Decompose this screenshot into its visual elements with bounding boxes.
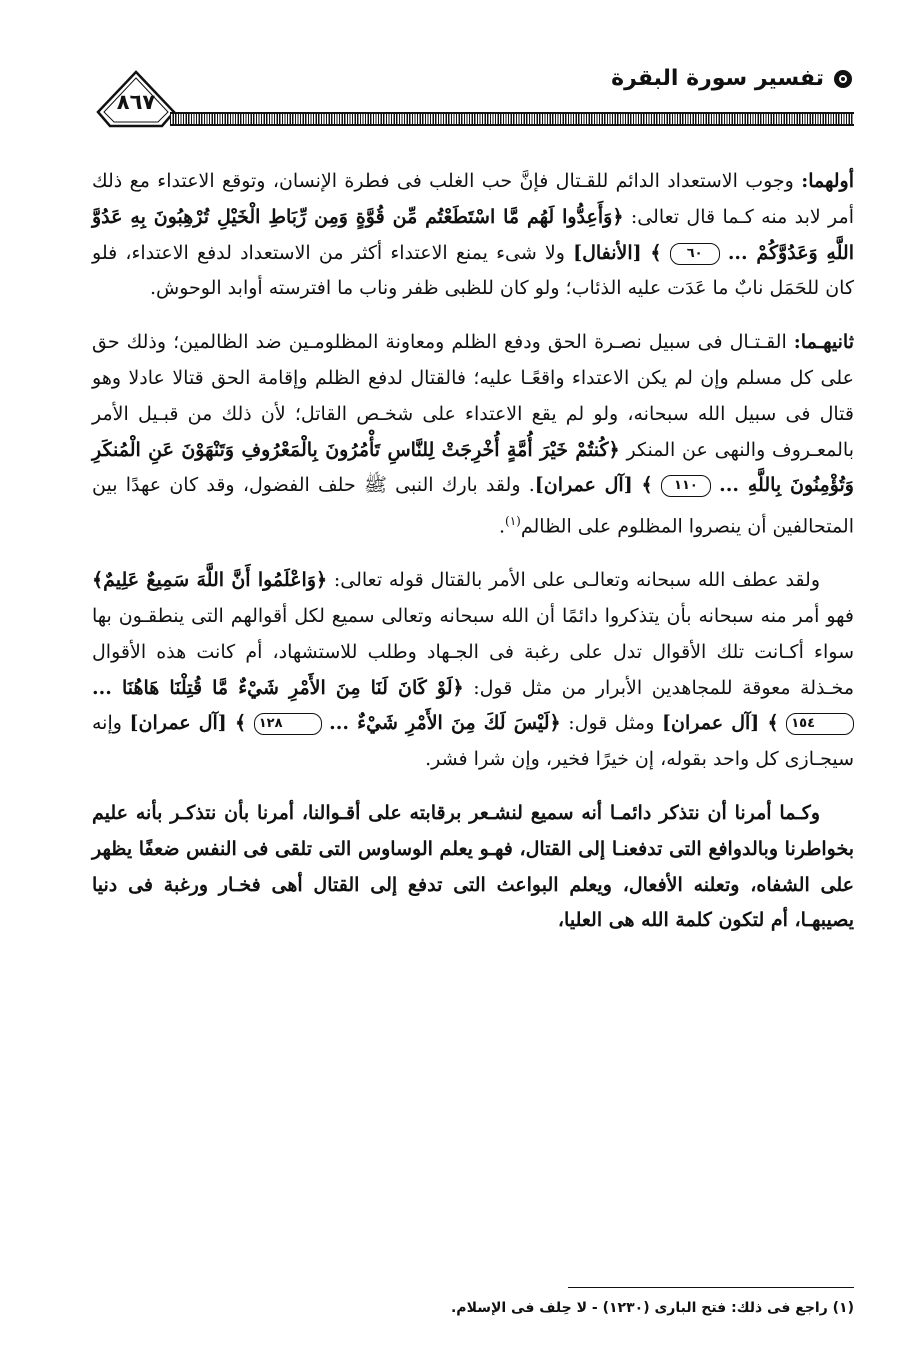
paragraph-1 — [92, 164, 854, 307]
quran-verse-2: ﴿لَوْ كَانَ لَنَا مِنَ الأَمْرِ شَيْءٌ مَّا قُتِلْنَا هَاهُنَا ... — [92, 676, 464, 699]
surah-name: [الأنفال] — [573, 241, 651, 264]
verse-close: ﴾ — [234, 712, 247, 735]
footnote: (١) راجع فى ذلك: فتح البارى (١٢٣٠) - لا حِلف فى الإسلام. — [450, 1300, 854, 1316]
verse-number-badge: ١٢٨ — [254, 713, 322, 735]
page-number: ٨٦٧ — [116, 90, 156, 114]
page-header — [92, 58, 854, 130]
quran-verse: ﴿وَأَعِدُّوا لَهُم مَّا اسْتَطَعْتُم مِّن قُوَّةٍ وَمِن رِّبَاطِ الْخَيْلِ تُرْهِبُونَ بِهِ عَدُوَّ اللَّهِ وَعَدُوَّكُمْ ... — [92, 205, 854, 264]
paragraph-lead: أولهما: — [801, 170, 854, 192]
verse-number-badge: ١١٠ — [661, 475, 711, 497]
paragraph-tail-2: وإنه سيجـازى كل واحد بقوله، إن خيرًا فخير، وإن شرا فشر. — [92, 712, 854, 771]
paragraph-text: القـتـال فى سبيل نصـرة الحق ودفع الظلم ومعاونة المظلومـين ضد الظالمين؛ وذلك حق على كل مسلم وإن لم يكن الاعتداء واقعًـا عليه؛ فالقتال لدفع الظلم وإقامة الحق قتالا عادلا وهو قتال فى سبيل الله سبحانه، ولو لم يقع الاعتداء على شخـص القاتل؛ لأن ذلك من قبـيل الأمر بالمعـروف والنهى عن المنكر — [92, 331, 854, 461]
paragraph-tail: ولا شىء يمنع الاعتداء أكثر من الاستعداد لدفع الاعتداء، فلو كان للحَمَل نابٌ ما عَدَت عليه الذئاب؛ ولو كان للظبى ظفر وناب ما افترسته أوابد الوحوش. — [92, 241, 854, 300]
footnote-reference: (١) — [505, 514, 521, 529]
main-text — [92, 164, 854, 957]
verse-close: ﴾ — [650, 241, 662, 264]
page-number-badge — [92, 66, 180, 130]
paragraph-tail: . ولقد بارك النبى ﷺ حلف الفضول، وقد كان عهدًا بين المتحالفين أن ينصروا المظلوم على الظالم — [92, 474, 854, 538]
paragraph-text: ولقد عطف الله سبحانه وتعالـى على الأمر بالقتال قوله تعالى: — [327, 569, 820, 592]
quran-verse: ﴿وَاعْلَمُوا أَنَّ اللَّهَ سَمِيعٌ عَلِيمٌ﴾ — [92, 569, 328, 592]
quran-verse-3: ﴿لَيْسَ لَكَ مِنَ الأَمْرِ شَيْءٌ ... — [329, 712, 561, 735]
paragraph-lead: ثانيهـما: — [793, 331, 854, 354]
paragraph-2 — [92, 325, 854, 545]
verse-number-badge: ٦٠ — [670, 243, 720, 265]
surah-name: [آل عمران] — [662, 712, 768, 735]
flower-ornament-icon — [832, 68, 854, 90]
surah-name: [آل عمران] — [534, 474, 642, 497]
paragraph-text: وكـما أمرنا أن نتذكر دائمـا أنه سميع لنشـعر برقابته على أقـوالنا، أمرنا بأن نتذكـر بأنه عليم بخواطرنا وبالدوافع التى تدفعنـا إلى القتال، فهـو يعلم الوساوس التى تلقى فى النفس ضعفًا يظهر على الشفاه، وتعلنه الأفعال، ويعلم البواعث التى تدفع إلى القتال أهى فخـار ورغبة فى دنيا يصيبهـا، أم لتكون كلمة الله هى العليا، — [92, 802, 854, 932]
paragraph-text: وجوب الاستعداد الدائم للقـتال فإنَّ حب الغلب فى فطرة الإنسان، وتوقع الاعتداء مع ذلك أمر لابد منه كـما قال تعالى: — [92, 170, 854, 228]
footnote-separator — [568, 1287, 854, 1288]
verse-number-badge: ١٥٤ — [786, 713, 854, 735]
header-rule — [170, 112, 854, 126]
verse-close: ﴾ — [641, 474, 653, 497]
paragraph-tail: فهو أمر منه سبحانه بأن يتذكروا دائمًا أن الله سبحانه وتعالى سميع لكل أقوالهم التى ينطقـون بها سواء أكـانت تلك الأقوال تدل على رغبة فى الجـهاد وطلب للاستشهاد، أم كانت هذه الأقوال مخـذلة معوقة للمجاهدين الأبرار من مثل قول: — [92, 605, 854, 699]
verse-close: ﴾ — [767, 712, 779, 735]
running-title: تفسير سورة البقرة — [611, 66, 824, 91]
surah-name: [آل عمران] — [129, 712, 235, 735]
quran-verse: ﴿كُنتُمْ خَيْرَ أُمَّةٍ أُخْرِجَتْ لِلنَّاسِ تَأْمُرُونَ بِالْمَعْرُوفِ وَتَنْهَوْنَ عَنِ الْمُنكَرِ وَتُؤْمِنُونَ بِاللَّهِ ... — [92, 438, 854, 497]
paragraph-tail-end: . — [498, 515, 506, 538]
paragraph-3 — [92, 563, 854, 778]
paragraph-mid: ومثل قول: — [560, 712, 663, 735]
paragraph-4 — [92, 796, 854, 939]
